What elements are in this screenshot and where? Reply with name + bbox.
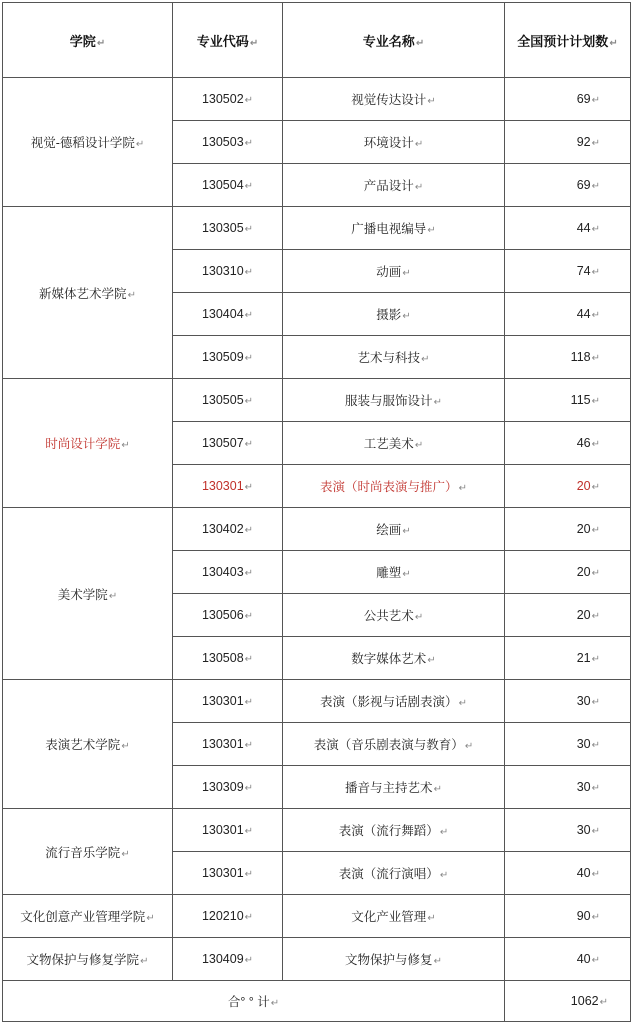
- major-name-cell: [283, 422, 505, 465]
- planned-count: 40: [576, 952, 591, 966]
- major-name: 雕塑: [376, 566, 402, 580]
- paragraph-mark: ↵: [591, 439, 600, 450]
- major-name: 表演（音乐剧表演与教育）: [313, 738, 464, 752]
- planned-count: 20: [576, 565, 591, 579]
- paragraph-mark: ↵: [244, 267, 254, 278]
- paragraph-mark: ↵: [244, 138, 254, 149]
- planned-count: 30: [576, 780, 591, 794]
- paragraph-mark: ↵: [244, 95, 254, 106]
- paragraph-mark: ↵: [414, 440, 424, 451]
- planned-count-cell: [505, 723, 631, 766]
- planned-count: 118: [570, 350, 591, 364]
- major-name: 服装与服饰设计: [345, 394, 433, 408]
- major-name: 工艺美术: [363, 437, 414, 451]
- planned-count-cell: [505, 336, 631, 379]
- table-row: [3, 809, 631, 852]
- major-code-cell: [173, 422, 283, 465]
- planned-count-cell: [505, 895, 631, 938]
- planned-count-cell: [505, 594, 631, 637]
- major-name-cell: [283, 809, 505, 852]
- planned-count-cell: [505, 379, 631, 422]
- header-college: 学院↵: [3, 3, 173, 78]
- paragraph-mark: ↵: [591, 482, 600, 493]
- planned-count-cell: [505, 551, 631, 594]
- major-name-cell: [283, 121, 505, 164]
- major-code: 130310: [201, 264, 244, 278]
- major-name-cell: [283, 637, 505, 680]
- paragraph-mark: ↵: [458, 698, 467, 709]
- planned-count: 92: [576, 135, 591, 149]
- paragraph-mark: ↵: [591, 912, 600, 923]
- paragraph-mark: ↵: [591, 181, 600, 192]
- paragraph-mark: ↵: [591, 697, 600, 708]
- major-code: 130301: [201, 823, 244, 837]
- paragraph-mark: ↵: [244, 525, 254, 536]
- paragraph-mark: ↵: [591, 353, 600, 364]
- paragraph-mark: ↵: [433, 784, 442, 795]
- major-name: 艺术与科技: [357, 351, 421, 365]
- major-code: 130404: [201, 307, 244, 321]
- major-code-cell: [173, 895, 283, 938]
- paragraph-mark: ↵: [433, 956, 442, 967]
- paragraph-mark: ↵: [244, 224, 254, 235]
- major-name-cell: [283, 207, 505, 250]
- paragraph-mark: ↵: [591, 826, 600, 837]
- major-code-cell: [173, 508, 283, 551]
- paragraph-mark: ↵: [591, 611, 600, 622]
- header-major-name: 专业名称↵: [283, 3, 505, 78]
- paragraph-mark: ↵: [591, 568, 600, 579]
- planned-count: 90: [576, 909, 591, 923]
- paragraph-mark: ↵: [244, 482, 254, 493]
- table-header-row: [3, 3, 631, 78]
- major-name-cell: [283, 938, 505, 981]
- planned-count: 46: [576, 436, 591, 450]
- planned-count: 20: [576, 608, 591, 622]
- major-name: 表演（流行演唱）: [338, 867, 439, 881]
- paragraph-mark: ↵: [244, 568, 254, 579]
- major-code: 130309: [201, 780, 244, 794]
- paragraph-mark: ↵: [244, 783, 254, 794]
- planned-count: 20: [576, 522, 591, 536]
- major-name-cell: [283, 293, 505, 336]
- major-name: 摄影: [376, 308, 402, 322]
- planned-count-cell: [505, 121, 631, 164]
- planned-count-cell: [505, 422, 631, 465]
- paragraph-mark: ↵: [244, 310, 254, 321]
- college-name-cell: [3, 938, 173, 981]
- planned-count-cell: [505, 293, 631, 336]
- paragraph-mark: ↵: [427, 655, 436, 666]
- major-name-cell: [283, 852, 505, 895]
- planned-count-cell: [505, 250, 631, 293]
- major-code-cell: [173, 637, 283, 680]
- major-code: 130409: [201, 952, 244, 966]
- total-label: 合° ° 计↵: [3, 981, 505, 1022]
- paragraph-mark: ↵: [591, 955, 600, 966]
- paragraph-mark: ↵: [464, 741, 474, 752]
- paragraph-mark: ↵: [244, 912, 254, 923]
- major-name: 广播电视编导: [351, 222, 427, 236]
- paragraph-mark: ↵: [439, 827, 449, 838]
- major-name: 播音与主持艺术: [345, 781, 433, 795]
- paragraph-mark: ↵: [591, 783, 600, 794]
- major-code: 130507: [201, 436, 244, 450]
- paragraph-mark: ↵: [121, 440, 130, 451]
- college-name-cell: [3, 78, 173, 207]
- major-name-cell: [283, 250, 505, 293]
- college-name-cell: [3, 379, 173, 508]
- planned-count: 21: [576, 651, 591, 665]
- table-row: [3, 938, 631, 981]
- paragraph-mark: ↵: [439, 870, 449, 881]
- college-name-cell: [3, 680, 173, 809]
- paragraph-mark: ↵: [591, 654, 600, 665]
- paragraph-mark: ↵: [591, 95, 600, 106]
- major-code-cell: [173, 465, 283, 508]
- major-code-cell: [173, 164, 283, 207]
- paragraph-mark: ↵: [414, 182, 424, 193]
- major-code: 130509: [201, 350, 244, 364]
- paragraph-mark: ↵: [135, 139, 145, 150]
- paragraph-mark: ↵: [421, 354, 430, 365]
- major-code: 130505: [201, 393, 244, 407]
- major-code: 130402: [201, 522, 244, 536]
- major-name-cell: [283, 508, 505, 551]
- planned-count-cell: [505, 766, 631, 809]
- college-name-cell: [3, 508, 173, 680]
- college-name: 视觉-德稻设计学院: [30, 136, 135, 150]
- major-name-cell: [283, 78, 505, 121]
- paragraph-mark: ↵: [244, 181, 254, 192]
- planned-count-cell: [505, 637, 631, 680]
- paragraph-mark: ↵: [127, 289, 136, 301]
- college-name-cell: [3, 207, 173, 379]
- paragraph-mark: ↵: [140, 956, 149, 967]
- planned-count-cell: [505, 680, 631, 723]
- paragraph-mark: ↵: [402, 526, 411, 537]
- table-row: [3, 680, 631, 723]
- major-code: 130503: [201, 135, 244, 149]
- paragraph-mark: ↵: [427, 913, 436, 924]
- major-code-cell: [173, 379, 283, 422]
- paragraph-mark: ↵: [433, 397, 442, 408]
- planned-count: 44: [576, 221, 591, 235]
- planned-count-cell: [505, 207, 631, 250]
- major-name-cell: [283, 551, 505, 594]
- major-code: 130504: [201, 178, 244, 192]
- table-row: [3, 379, 631, 422]
- paragraph-mark: ↵: [244, 740, 254, 751]
- paragraph-mark: ↵: [427, 96, 436, 107]
- major-code-cell: [173, 680, 283, 723]
- major-code-cell: [173, 852, 283, 895]
- major-code: 130301: [201, 694, 244, 708]
- table-row: [3, 207, 631, 250]
- total-value: 1062↵: [505, 981, 631, 1022]
- planned-count: 20: [576, 479, 591, 493]
- paragraph-mark: ↵: [244, 697, 254, 708]
- table-row: [3, 78, 631, 121]
- major-name-cell: [283, 336, 505, 379]
- major-name-cell: [283, 723, 505, 766]
- planned-count-cell: [505, 852, 631, 895]
- paragraph-mark: ↵: [414, 139, 424, 150]
- college-name: 美术学院: [57, 587, 108, 602]
- planned-count-cell: [505, 465, 631, 508]
- major-name: 表演（时尚表演与推广）: [320, 480, 458, 494]
- planned-count: 74: [576, 264, 591, 278]
- paragraph-mark: ↵: [244, 869, 254, 880]
- major-code: 130301: [201, 479, 244, 493]
- paragraph-mark: ↵: [244, 826, 254, 837]
- paragraph-mark: ↵: [402, 569, 411, 580]
- major-code-cell: [173, 594, 283, 637]
- paragraph-mark: ↵: [108, 590, 118, 602]
- major-name-cell: [283, 594, 505, 637]
- paragraph-mark: ↵: [121, 848, 130, 860]
- major-code-cell: [173, 293, 283, 336]
- major-name: 公共艺术: [363, 609, 414, 623]
- planned-count: 30: [576, 737, 591, 751]
- planned-count: 69: [576, 92, 591, 106]
- paragraph-mark: ↵: [402, 268, 411, 279]
- college-name: 文化创意产业管理学院: [20, 910, 146, 924]
- college-name: 流行音乐学院: [45, 845, 121, 860]
- college-name-cell: [3, 809, 173, 895]
- paragraph-mark: ↵: [244, 955, 254, 966]
- paragraph-mark: ↵: [591, 525, 600, 536]
- paragraph-mark: ↵: [244, 439, 254, 450]
- table-body: [3, 78, 631, 981]
- major-name-cell: [283, 465, 505, 508]
- paragraph-mark: ↵: [591, 310, 600, 321]
- major-code: 130502: [201, 92, 244, 106]
- major-name: 表演（流行舞蹈）: [338, 824, 439, 838]
- college-name: 文物保护与修复学院: [26, 953, 140, 967]
- major-code: 130506: [201, 608, 244, 622]
- paragraph-mark: ↵: [402, 311, 411, 322]
- college-name: 表演艺术学院: [45, 738, 121, 752]
- major-code-cell: [173, 336, 283, 379]
- planned-count-cell: [505, 78, 631, 121]
- paragraph-mark: ↵: [591, 869, 600, 880]
- paragraph-mark: ↵: [121, 741, 130, 752]
- major-name: 绘画: [376, 523, 402, 537]
- paragraph-mark: ↵: [244, 654, 254, 665]
- planned-count-cell: [505, 508, 631, 551]
- major-name-cell: [283, 379, 505, 422]
- major-name: 表演（影视与话剧表演）: [320, 695, 458, 709]
- planned-count: 44: [576, 307, 591, 321]
- planned-count: 30: [576, 694, 591, 708]
- table-row: [3, 895, 631, 938]
- paragraph-mark: ↵: [244, 396, 254, 407]
- paragraph-mark: ↵: [414, 612, 424, 623]
- major-name: 环境设计: [363, 136, 414, 150]
- major-code-cell: [173, 207, 283, 250]
- major-code-cell: [173, 766, 283, 809]
- planned-count: 30: [576, 823, 591, 837]
- paragraph-mark: ↵: [591, 267, 600, 278]
- table-row: [3, 508, 631, 551]
- major-code-cell: [173, 551, 283, 594]
- major-code-cell: [173, 723, 283, 766]
- major-name-cell: [283, 164, 505, 207]
- paragraph-mark: ↵: [458, 483, 467, 494]
- college-name-cell: [3, 895, 173, 938]
- major-code: 130301: [201, 737, 244, 751]
- paragraph-mark: ↵: [591, 396, 600, 407]
- paragraph-mark: ↵: [244, 611, 254, 622]
- planned-count: 115: [570, 393, 591, 407]
- major-name-cell: [283, 680, 505, 723]
- paragraph-mark: ↵: [146, 913, 155, 924]
- major-code: 130508: [201, 651, 244, 665]
- paragraph-mark: ↵: [591, 740, 600, 751]
- header-major-code: 专业代码↵: [173, 3, 283, 78]
- major-code-cell: [173, 809, 283, 852]
- major-name: 产品设计: [363, 179, 414, 193]
- major-name: 动画: [376, 265, 402, 279]
- major-code: 130403: [201, 565, 244, 579]
- major-code-cell: [173, 78, 283, 121]
- major-name-cell: [283, 895, 505, 938]
- planned-count: 40: [576, 866, 591, 880]
- major-code: 130305: [201, 221, 244, 235]
- college-name: 新媒体艺术学院: [39, 286, 127, 301]
- major-name: 视觉传达设计: [351, 93, 427, 107]
- paragraph-mark: ↵: [591, 224, 600, 235]
- major-name: 文化产业管理: [351, 910, 427, 924]
- paragraph-mark: ↵: [427, 225, 436, 236]
- enrollment-plan-table: [2, 2, 631, 1022]
- major-name-cell: [283, 766, 505, 809]
- planned-count: 69: [576, 178, 591, 192]
- planned-count-cell: [505, 164, 631, 207]
- major-name: 数字媒体艺术: [351, 652, 427, 666]
- major-code-cell: [173, 938, 283, 981]
- major-code-cell: [173, 250, 283, 293]
- major-code: 130301: [201, 866, 244, 880]
- paragraph-mark: ↵: [244, 353, 254, 364]
- planned-count-cell: [505, 809, 631, 852]
- total-row: [3, 981, 631, 1022]
- planned-count-cell: [505, 938, 631, 981]
- header-planned-count: 全国预计计划数↵: [505, 3, 631, 78]
- major-code: 120210: [201, 909, 244, 923]
- major-name: 文物保护与修复: [345, 953, 433, 967]
- paragraph-mark: ↵: [591, 138, 600, 149]
- college-name: 时尚设计学院: [45, 437, 121, 451]
- major-code-cell: [173, 121, 283, 164]
